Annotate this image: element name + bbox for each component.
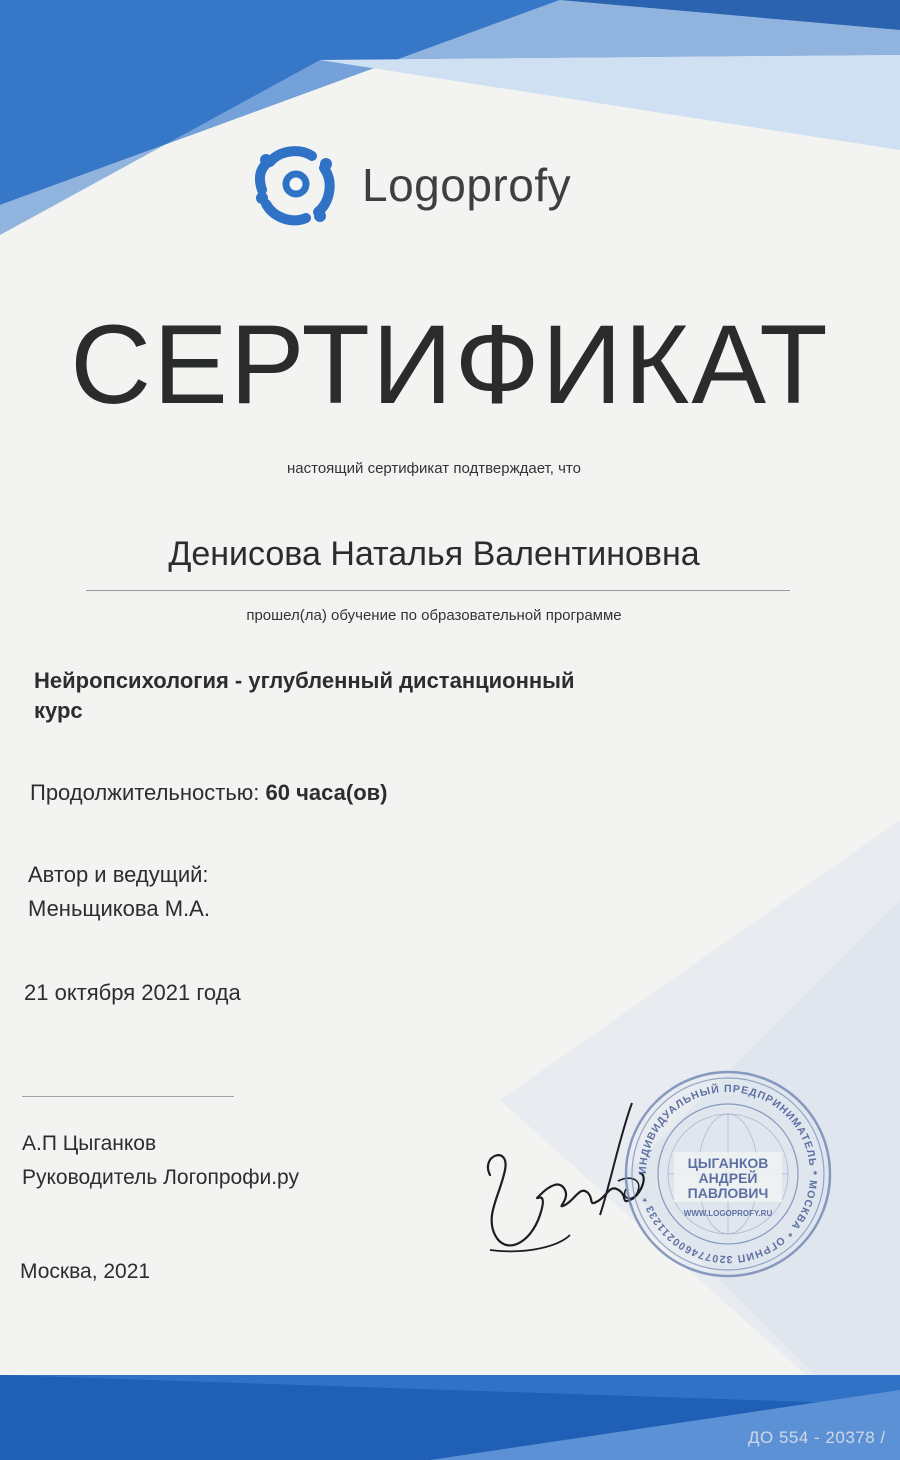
head-role: Руководитель Логопрофи.ру xyxy=(22,1166,299,1189)
program-intro-text: прошел(ла) обучение по образовательной программе xyxy=(246,607,622,624)
confirm-text: настоящий сертификат подтверждает, что xyxy=(287,460,581,477)
head-name: А.П Цыганков xyxy=(22,1132,157,1155)
duration-label: Продолжительностью: xyxy=(30,780,260,805)
recipient-name: Денисова Наталья Валентиновна xyxy=(168,535,700,573)
course-title-line-1: Нейропсихология - углубленный дистанционный xyxy=(34,668,575,693)
stamp-website: WWW.LOGOPROFY.RU xyxy=(683,1209,773,1218)
stamp-line-1: ЦЫГАНКОВ xyxy=(687,1155,769,1171)
duration-value: 60 часа(ов) xyxy=(265,780,388,805)
stamp-ring-text: ИНДИВИДУАЛЬНЫЙ ПРЕДПРИНИМАТЕЛЬ * МОСКВА * ОГРНИП 320774600211233 * xyxy=(636,1082,820,1266)
author-name: Меньщикова М.А. xyxy=(28,896,210,921)
logoprofy-logo-icon xyxy=(252,142,340,226)
city-year: Москва, 2021 xyxy=(20,1260,151,1283)
company-stamp xyxy=(622,1068,834,1280)
name-underline xyxy=(86,590,790,591)
certificate-title: СЕРТИФИКАТ xyxy=(70,302,830,427)
document-number: ДО 554 - 20378 / xyxy=(748,1428,886,1447)
course-title-line-2: курс xyxy=(34,698,83,723)
stamp-line-2: АНДРЕЙ xyxy=(698,1170,758,1186)
stamp-graphic xyxy=(622,1068,834,1280)
issue-date: 21 октября 2021 года xyxy=(24,980,241,1005)
stamp-line-3: ПАВЛОВИЧ xyxy=(687,1185,769,1201)
signature-line xyxy=(22,1096,234,1097)
brand-name: Logoprofy xyxy=(362,159,572,211)
course-title xyxy=(34,666,634,726)
author-label: Автор и ведущий: xyxy=(28,862,209,887)
duration xyxy=(30,780,387,806)
